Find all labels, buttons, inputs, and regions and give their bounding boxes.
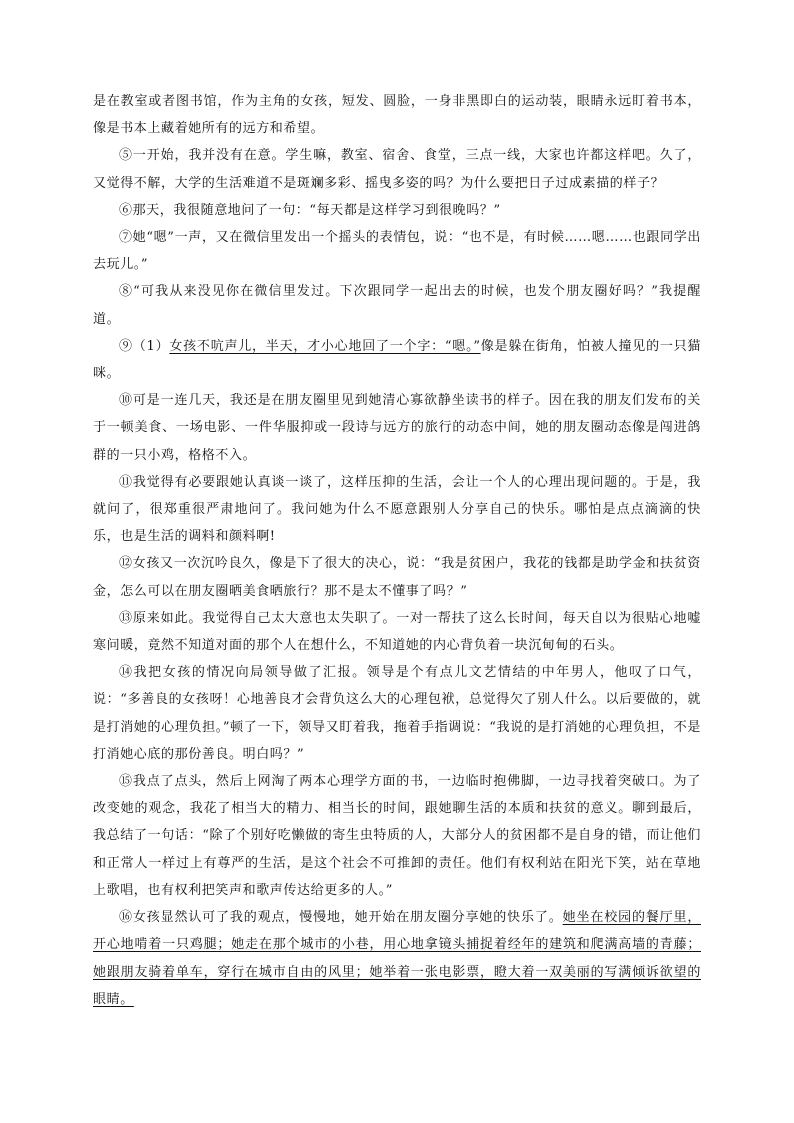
underlined-sentence: 她坐在校园的餐厅里，开心地啃着一只鸡腿；她走在那个城市的小巷，用心地拿镜头捕捉着经年的建筑和爬满高墙的青藤；她跟朋友骑着单车，穿行在城市自由的风里；她举着一张电影票，瞪大着一双美丽的写满倾诉欲望的眼睛。: [93, 910, 701, 1007]
paragraph: [93, 768, 701, 904]
paragraph-text: ⑬原来如此。我觉得自己太大意也太失职了。一对一帮扶了这么长时间，每天自以为很贴心地嘘寒问暖，竟然不知道对面的那个人在想什么，不知道她的内心背负着一块沉甸甸的石头。: [93, 610, 701, 654]
paragraph: [93, 387, 701, 469]
paragraph-text: ⑧“可我从来没见你在微信里发过。下次跟同学一起出去的时候，也发个朋友圈好吗？”我提醒道。: [93, 284, 701, 327]
paragraph-text: ⑯女孩显然认可了我的观点，慢慢地，她开始在朋友圈分享她的快乐了。: [119, 910, 563, 926]
paragraph: [93, 333, 701, 387]
paragraph: [93, 550, 701, 604]
paragraph: [93, 142, 701, 196]
paragraph-text: ⑮我点了点头，然后上网淘了两本心理学方面的书，一边临时抱佛脚，一边寻找着突破口。为了改变她的观念，我花了相当大的精力、相当长的时间，跟她聊生活的本质和扶贫的意义。聊到最后，我总结了一句话：“除了个别好吃懒做的寄生虫特质的人，大部分人的贫困都不是自身的错，而让他们和正常人一样过上有尊严的生活，是这个社会不可推卸的责任。他们有权利站在阳光下笑，站在草地上歌唱，也有权利把笑声和歌声传达给更多的人。”: [93, 774, 701, 898]
paragraph: [93, 197, 701, 224]
paragraph: [93, 469, 701, 551]
paragraph-text: ⑤一开始，我并没有在意。学生嘛，教室、宿舍、食堂，三点一线，大家也许都这样吧。久了，又觉得不解，大学的生活难道不是斑斓多彩、摇曳多姿的吗？为什么要把日子过成素描的样子？: [93, 148, 701, 191]
paragraph: [93, 605, 701, 659]
paragraph: [93, 88, 701, 142]
paragraph: [93, 278, 701, 332]
paragraph: [93, 224, 701, 278]
paragraph-text: ⑩可是一连几天，我还是在朋友圈里见到她清心寡欲静坐读书的样子。因在我的朋友们发布的关于一顿美食、一场电影、一件华服抑或一段诗与远方的旅行的动态中间，她的朋友圈动态像是闯进鸽群的一只小鸡，格格不入。: [93, 393, 701, 463]
underlined-sentence: 女孩不吭声儿，半天，才小心地回了一个字：“嗯。”: [169, 338, 481, 354]
paragraph: [93, 904, 701, 1013]
paragraph-text: 像是躲在街角，怕被人撞见的一只猫咪。: [93, 338, 701, 382]
paragraph-text: ⑭我把女孩的情况向局领导做了汇报。领导是个有点儿文艺情结的中年男人，他叹了口气，说：“多善良的女孩呀！心地善良才会背负这么大的心理包袱，总觉得欠了别人什么。以后要做的，就是打消她的心理负担。”顿了一下，领导又盯着我，拖着手指调说：“我说的是打消她的心理负担，不是打消她心底的那份善良。明白吗？”: [93, 665, 701, 762]
paragraph-text: 是在教室或者图书馆，作为主角的女孩，短发、圆脸，一身非黑即白的运动装，眼睛永远盯着书本，像是书本上藏着她所有的远方和希望。: [93, 94, 701, 137]
paragraph-text: ⑨（1）: [119, 338, 170, 354]
document-body: [93, 88, 701, 1013]
paragraph-text: ⑫女孩又一次沉吟良久，像是下了很大的决心，说：“我是贫困户，我花的钱都是助学金和扶贫资金，怎么可以在朋友圈晒美食晒旅行？那不是太不懂事了吗？”: [93, 556, 701, 599]
paragraph-text: ⑦她“嗯”一声，又在微信里发出一个摇头的表情包，说：“也不是，有时候……嗯……也跟同学出去玩儿。”: [93, 230, 701, 273]
paragraph-text: ⑪我觉得有必要跟她认真谈一谈了，这样压抑的生活，会让一个人的心理出现问题的。于是，我就问了，很郑重很严肃地问了。我问她为什么不愿意跟别人分享自己的快乐。哪怕是点点滴滴的快乐，也是生活的调料和颜料啊!: [93, 474, 701, 545]
paragraph-text: ⑥那天，我很随意地问了一句：“每天都是这样学习到很晚吗？”: [119, 202, 501, 218]
paragraph: [93, 659, 701, 768]
